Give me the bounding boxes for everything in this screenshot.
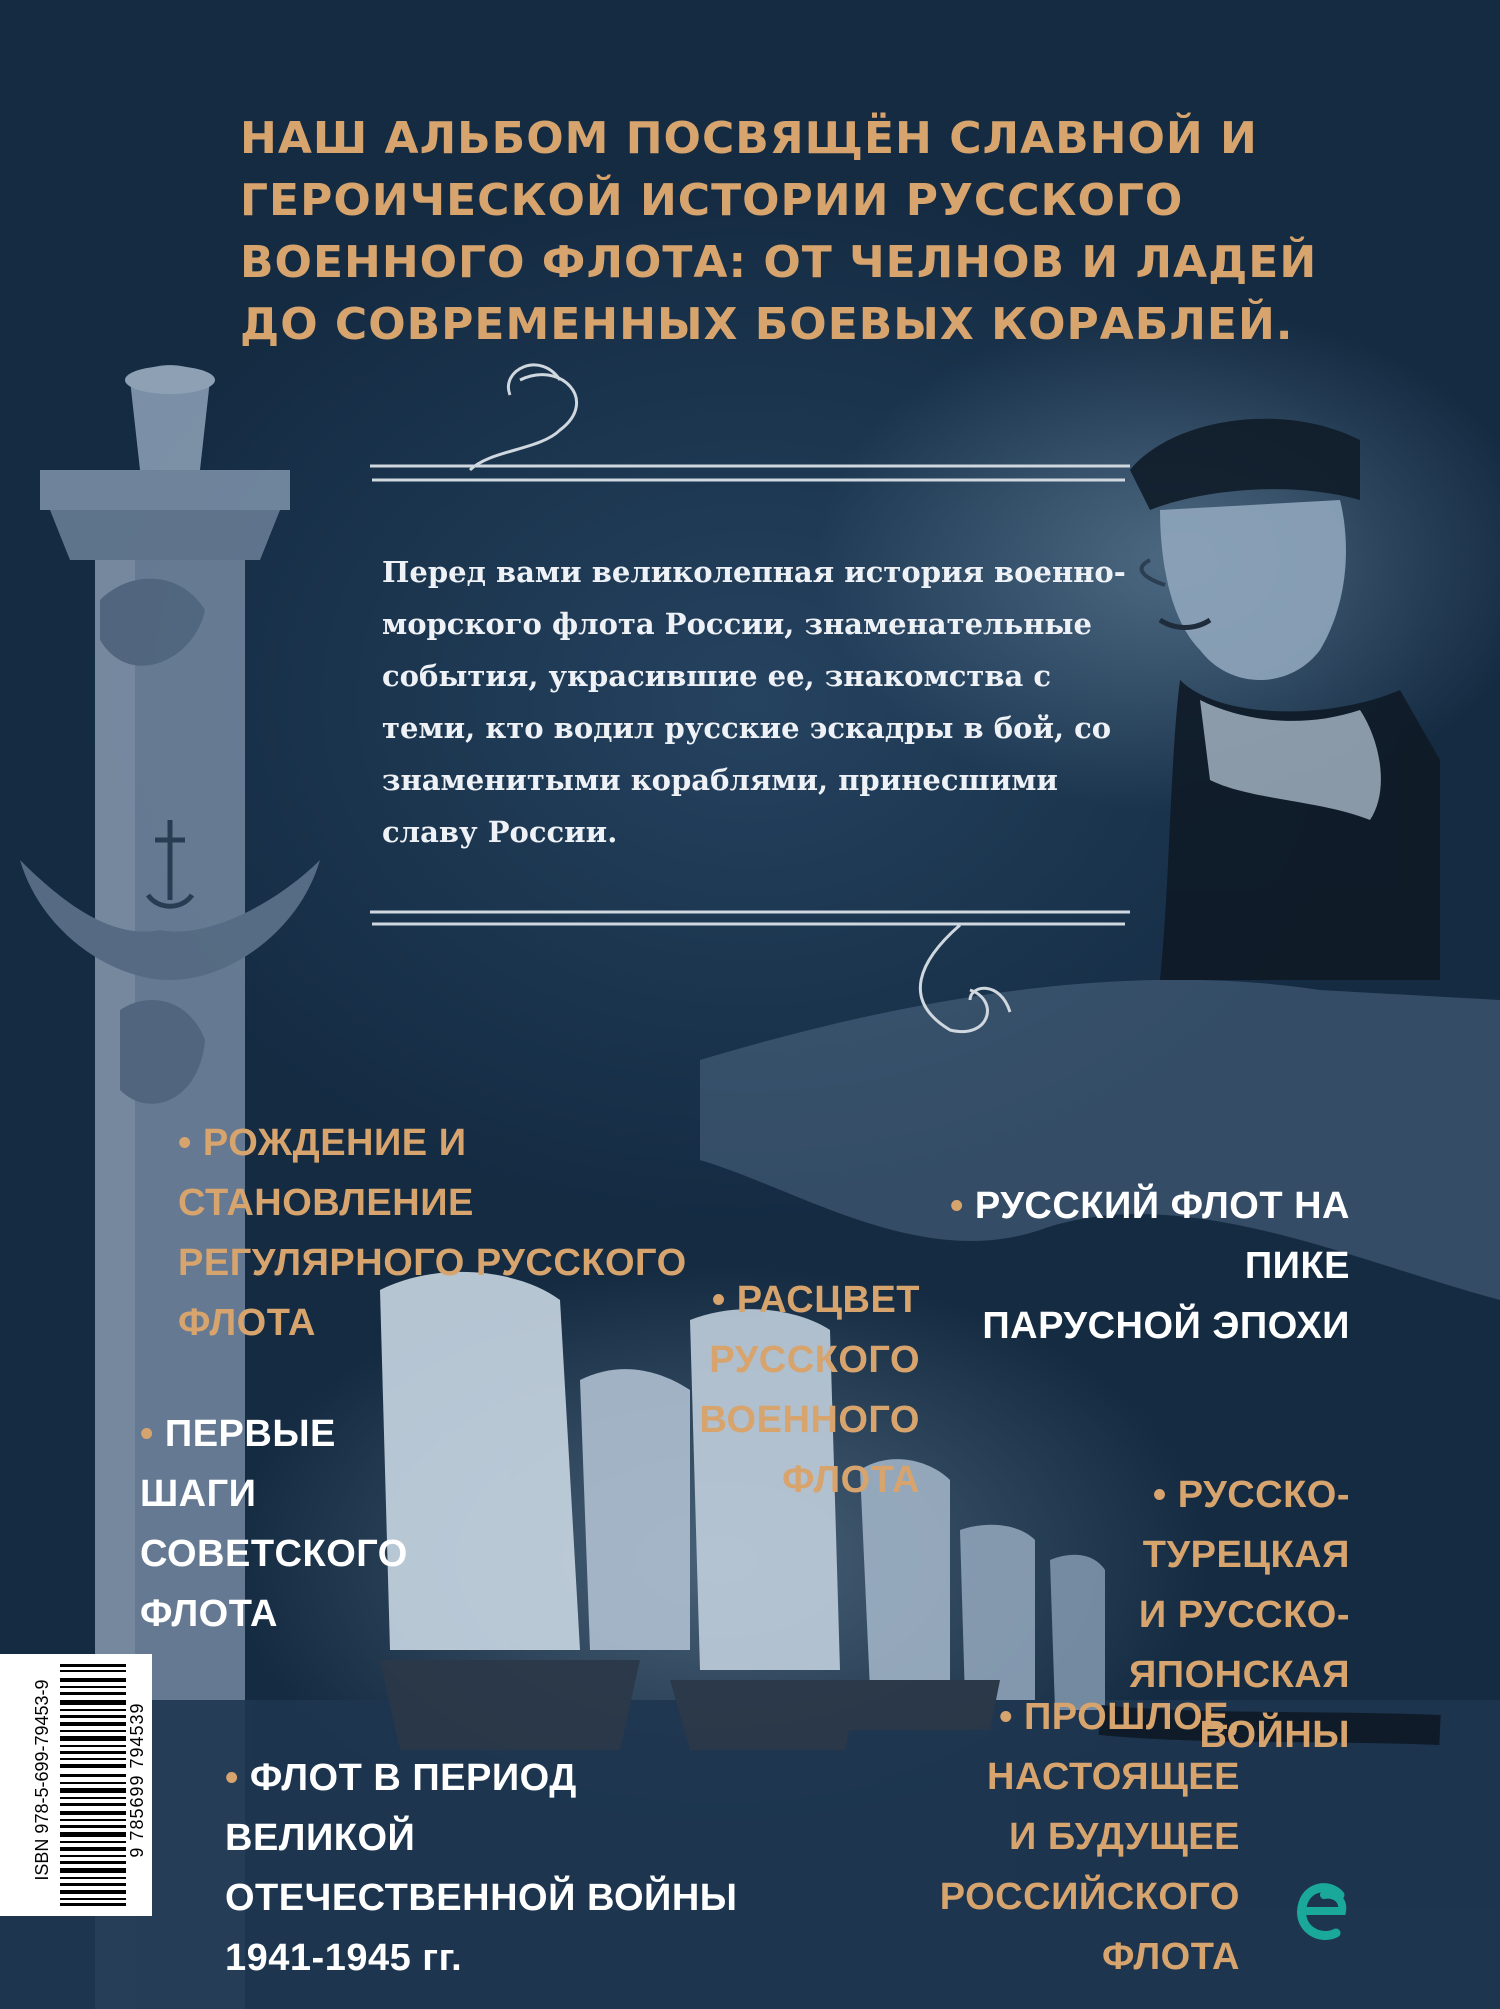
isbn-text: ISBN 978-5-699-79453-9 [32,1679,52,1881]
topic-item [225,1748,745,1988]
topic-label: РУССКИЙ ФЛОТ НА ПИКЕ ПАРУСНОЙ ЭПОХИ [974,1185,1350,1347]
bullet: • [225,1757,239,1799]
topic-item [900,1176,1350,1356]
bullet: • [950,1185,964,1227]
bullet: • [711,1279,726,1321]
topic-label: ПЕРВЫЕ ШАГИ СОВЕТСКОГО ФЛОТА [140,1413,408,1635]
topic-item [810,1687,1240,1987]
intro-text: НАШ АЛЬБОМ ПОСВЯЩЁН СЛАВНОЙ И ГЕРОИЧЕСКОЙ ИСТОРИИ РУССКОГО ВОЕННОГО ФЛОТА: ОТ ЧЕЛНОВ И ЛАДЕЙ ДО СОВРЕМЕННЫХ БОЕВЫХ КОРАБЛЕЙ. [240,113,1318,350]
barcode-digits: 9 785699 794539 [127,1702,147,1858]
description-text: Перед вами великолепная история военно-морского флота России, знаменательные события, украсившие ее, знакомства с теми, кто водил русские эскадры в бой, со знаменитыми кораблями, принесшими славу России. [382,555,1126,849]
publisher-logo [1292,1875,1356,1947]
topic-label: ПРОШЛОЕ, НАСТОЯЩЕЕ И БУДУЩЕЕ РОССИЙСКОГО ФЛОТА [939,1696,1240,1978]
topic-label: РУССКО-ТУРЕЦКАЯ И РУССКО-ЯПОНСКАЯ ВОЙНЫ [1128,1474,1350,1756]
bullet: • [1152,1474,1167,1516]
topic-item [140,1404,440,1644]
bullet: • [999,1696,1013,1738]
topic-label: РАСЦВЕТ РУССКОГО ВОЕННОГО ФЛОТА [699,1279,920,1501]
admiral-portrait-illustration [1130,419,1440,980]
bullet: • [140,1413,154,1455]
topic-label: ФЛОТ В ПЕРИОД ВЕЛИКОЙ ОТЕЧЕСТВЕННОЙ ВОЙНЫ 1941-1945 гг. [225,1757,738,1979]
topic-label: РОЖДЕНИЕ И СТАНОВЛЕНИЕ РЕГУЛЯРНОГО РУССКОГО ФЛОТА [178,1122,687,1344]
bullet: • [178,1122,192,1164]
barcode-icon [60,1664,126,1906]
topic-item [570,1270,920,1510]
